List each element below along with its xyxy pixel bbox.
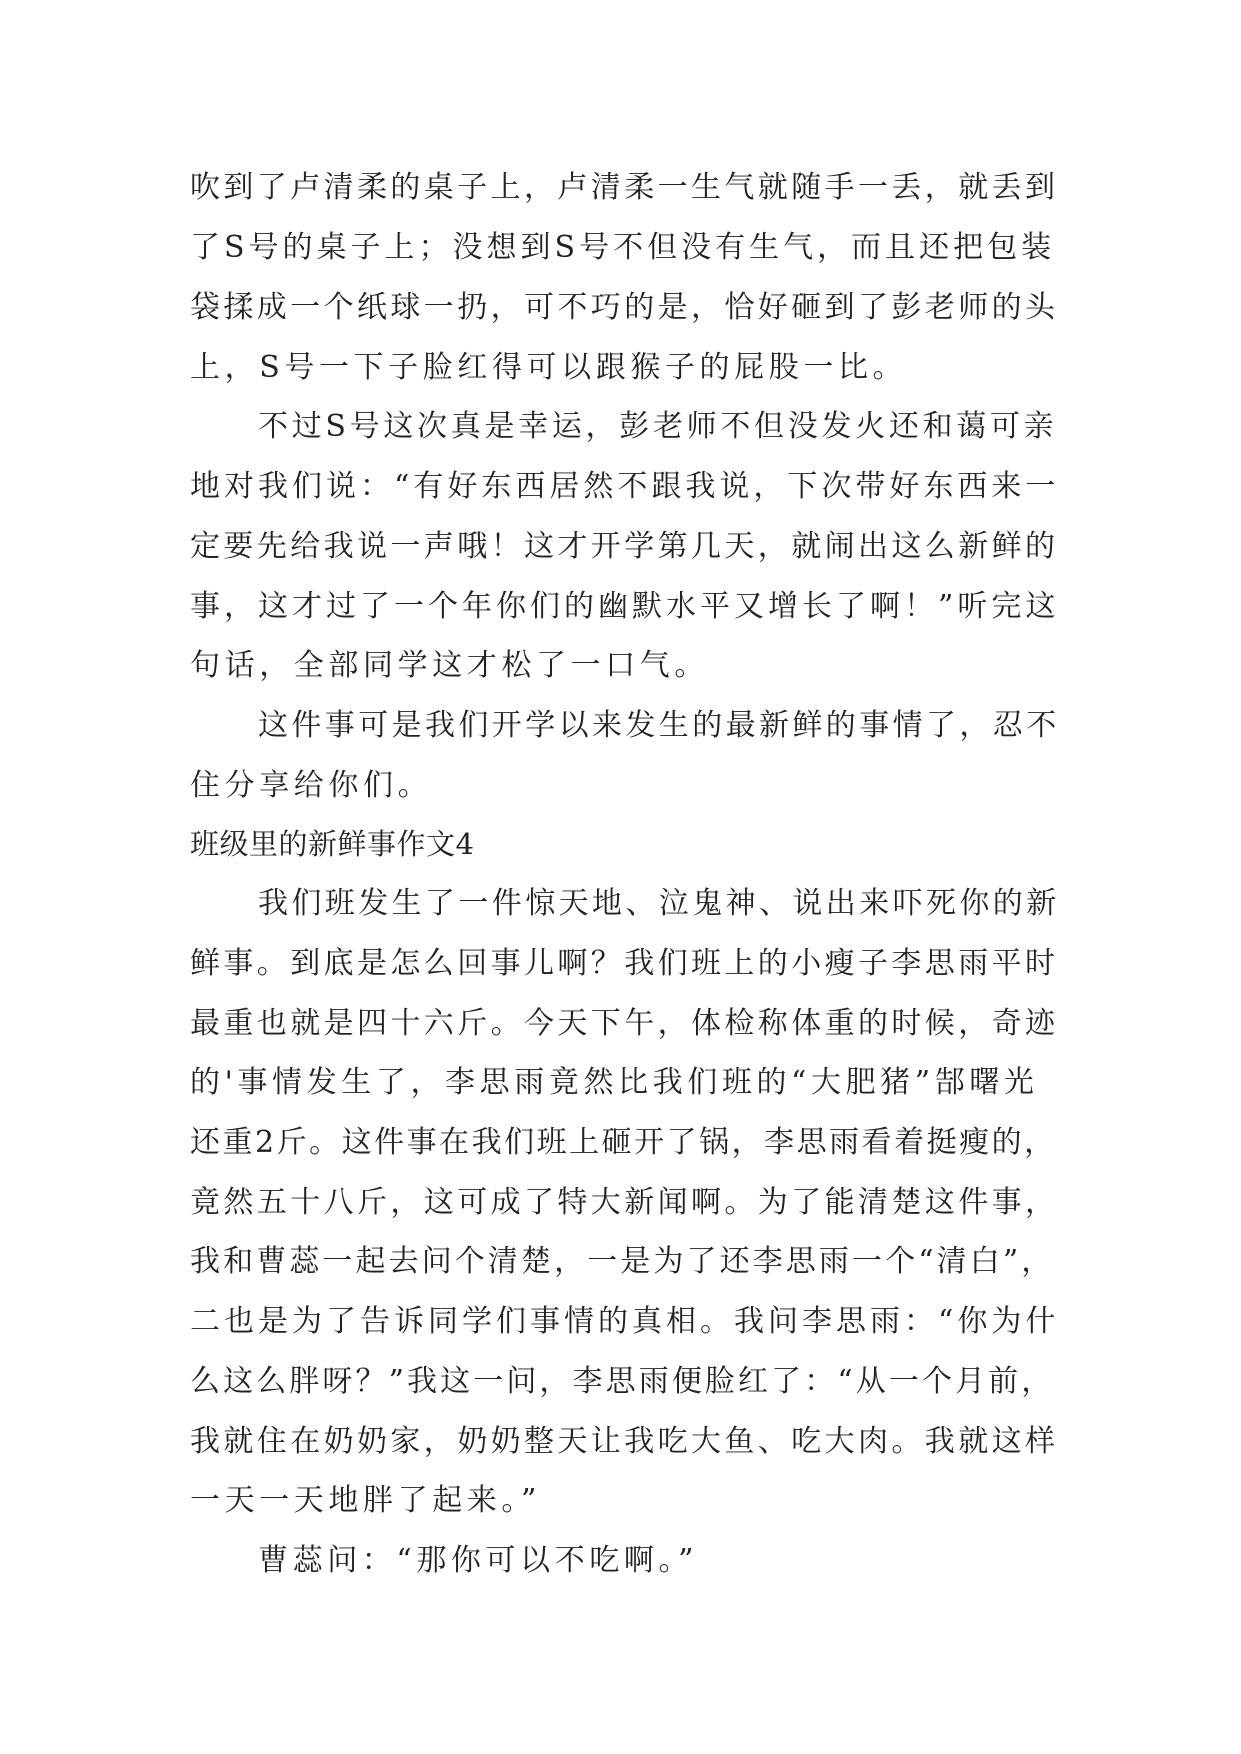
text-line: 了S号的桌子上；没想到S号不但没有生气，而且还把包装 — [190, 230, 1056, 265]
text-line: 么这么胖呀？”我这一问，李思雨便脸红了：“从一个月前， — [190, 1364, 1055, 1399]
text-line: 最重也就是四十六斤。今天下午，体检称体重的时候，奇迹 — [190, 1006, 1059, 1041]
text-line: 袋揉成一个纸球一扔，可不巧的是，恰好砸到了彭老师的头 — [190, 290, 1059, 325]
text-line: 住分享给你们。 — [190, 768, 433, 803]
text-line: 事，这才过了一个年你们的幽默水平又增长了啊！”听完这 — [190, 589, 1060, 624]
section-heading: 班级里的新鲜事作文4 — [190, 827, 475, 861]
text-line: 我就住在奶奶家，奶奶整天让我吃大鱼、吃大肉。我就这样 — [190, 1424, 1059, 1459]
text-line: 地对我们说：“有好东西居然不跟我说，下次带好东西来一 — [190, 469, 1060, 504]
text-line: 鲜事。到底是怎么回事儿啊？我们班上的小瘦子李思雨平时 — [190, 946, 1059, 981]
text-line: 竟然五十八斤，这可成了特大新闻啊。为了能清楚这件事， — [190, 1185, 1059, 1220]
paragraph-first-line: 我们班发生了一件惊天地、泣鬼神、说出来吓死你的新 — [258, 886, 1060, 921]
text-line: 吹到了卢清柔的桌子上，卢清柔一生气就随手一丢，就丢到 — [190, 170, 1059, 205]
paragraph-first-line: 这件事可是我们开学以来发生的最新鲜的事情了，忍不 — [258, 708, 1060, 743]
text-line: 句话，全部同学这才松了一口气。 — [190, 648, 709, 683]
text-line: 定要先给我说一声哦！这才开学第几天，就闹出这么新鲜的 — [190, 529, 1059, 564]
text-line: 我和曹蕊一起去问个清楚，一是为了还李思雨一个“清白”， — [190, 1244, 1055, 1279]
text-line: 上，S号一下子脸红得可以跟猴子的屁股一比。 — [190, 350, 908, 385]
text-line: 还重2斤。这件事在我们班上砸开了锅，李思雨看着挺瘦的， — [190, 1125, 1057, 1160]
text-line: 一天一天地胖了起来。” — [190, 1483, 541, 1518]
paragraph-first-line: 不过S号这次真是幸运，彭老师不但没发火还和蔼可亲 — [258, 409, 1058, 444]
text-line: 的'事情发生了，李思雨竟然比我们班的“大肥猪”郜曙光 — [190, 1065, 1039, 1100]
paragraph-first-line: 曹蕊问：“那你可以不吃啊。” — [258, 1543, 699, 1578]
text-line: 二也是为了告诉同学们事情的真相。我问李思雨：“你为什 — [190, 1304, 1060, 1339]
